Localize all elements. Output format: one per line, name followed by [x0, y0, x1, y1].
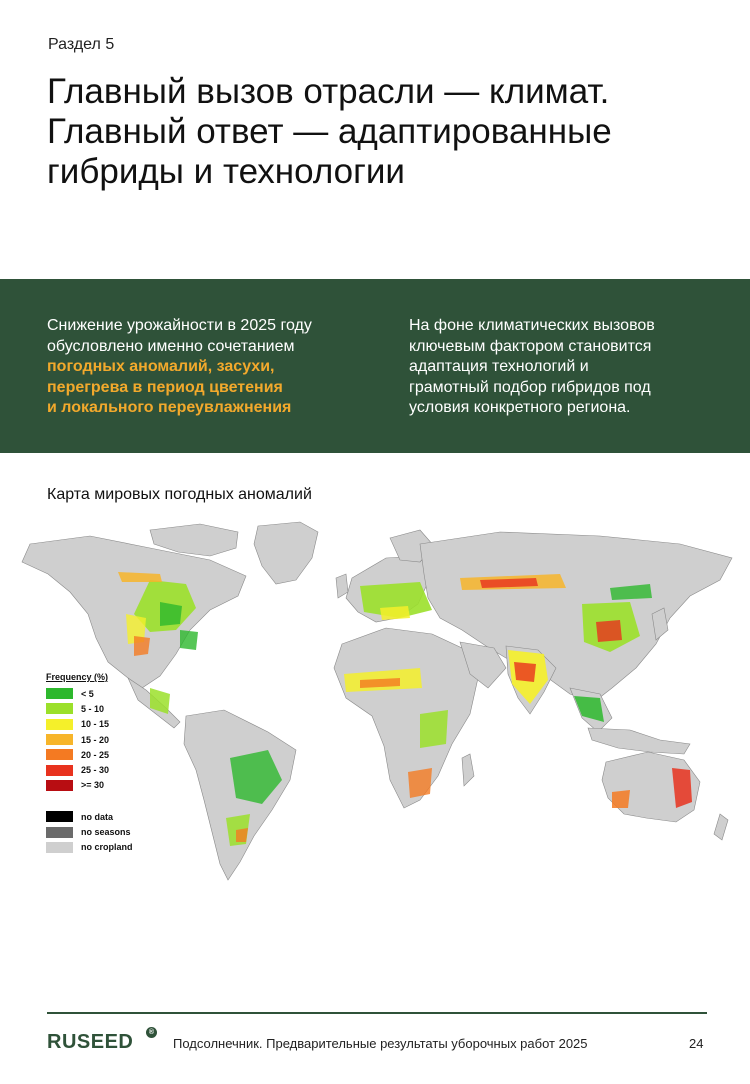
legend-item — [46, 717, 166, 732]
legend-label: 10 - 15 — [81, 719, 110, 730]
footer-divider — [47, 1012, 707, 1014]
legend-label: 5 - 10 — [81, 703, 105, 714]
legend-label: no cropland — [81, 842, 133, 853]
legend-swatch — [46, 719, 73, 730]
title-line: гибриды и технологии — [47, 152, 405, 191]
title-line: Главный вызов отрасли — климат. — [47, 72, 610, 111]
legend-swatch — [46, 703, 73, 714]
registered-mark-icon: ® — [146, 1027, 157, 1038]
legend-title: Frequency (%) — [46, 672, 109, 682]
summary-line: грамотный подбор гибридов под — [409, 378, 651, 396]
uk-shape — [336, 574, 348, 598]
title-line: Главный ответ — адаптированные — [47, 112, 612, 151]
legend-swatch — [46, 688, 73, 699]
legend-label: 15 - 20 — [81, 734, 110, 745]
summary-line: Снижение урожайности в 2025 году — [47, 317, 312, 334]
summary-highlight: погодных аномалий, засухи, — [47, 358, 275, 375]
africa-shape — [334, 628, 478, 808]
summary-left — [47, 316, 367, 419]
brand-logo: RUSEED — [47, 1031, 134, 1053]
legend-item — [46, 824, 166, 839]
summary-highlight: перегрева в период цветения — [47, 378, 283, 396]
map-legend — [46, 672, 166, 855]
legend-label: 20 - 25 — [81, 749, 110, 760]
legend-label: >= 30 — [81, 780, 105, 791]
legend-swatch — [46, 734, 73, 745]
legend-swatch — [46, 842, 73, 853]
legend-item — [46, 686, 166, 701]
legend-swatch — [46, 811, 73, 822]
summary-line: условия конкретного региона. — [409, 399, 631, 416]
legend-label: 25 - 30 — [81, 765, 110, 776]
legend-label: < 5 — [81, 688, 94, 699]
section-label: Раздел 5 — [48, 36, 115, 53]
legend-swatch — [46, 749, 73, 760]
legend-item — [46, 809, 166, 824]
legend-swatch — [46, 827, 73, 838]
page-number: 24 — [689, 1036, 704, 1051]
map-title: Карта мировых погодных аномалий — [47, 486, 312, 503]
legend-item — [46, 840, 166, 855]
legend-item — [46, 762, 166, 777]
legend-item — [46, 778, 166, 793]
legend-swatch — [46, 780, 73, 791]
indonesia-shape — [588, 728, 690, 754]
summary-line: адаптация технологий и — [409, 358, 589, 375]
summary-line: ключевым фактором становится — [409, 337, 652, 355]
legend-label: no data — [81, 811, 114, 822]
legend-item — [46, 747, 166, 762]
legend-item — [46, 732, 166, 747]
legend-swatch — [46, 765, 73, 776]
greenland-shape — [254, 522, 318, 584]
summary-line: На фоне климатических вызовов — [409, 317, 655, 334]
new-zealand-shape — [714, 814, 728, 840]
summary-line: обусловлено именно сочетанием — [47, 337, 295, 355]
madagascar-shape — [462, 754, 474, 786]
summary-right — [409, 316, 709, 419]
summary-band — [0, 279, 750, 453]
legend-label: no seasons — [81, 827, 131, 838]
page-title — [47, 72, 707, 192]
summary-highlight: и локального переувлажнения — [47, 399, 292, 416]
north-america-shape — [22, 536, 246, 688]
footer-caption: Подсолнечник. Предварительные результаты уборочных работ 2025 — [173, 1036, 588, 1051]
legend-item — [46, 701, 166, 716]
